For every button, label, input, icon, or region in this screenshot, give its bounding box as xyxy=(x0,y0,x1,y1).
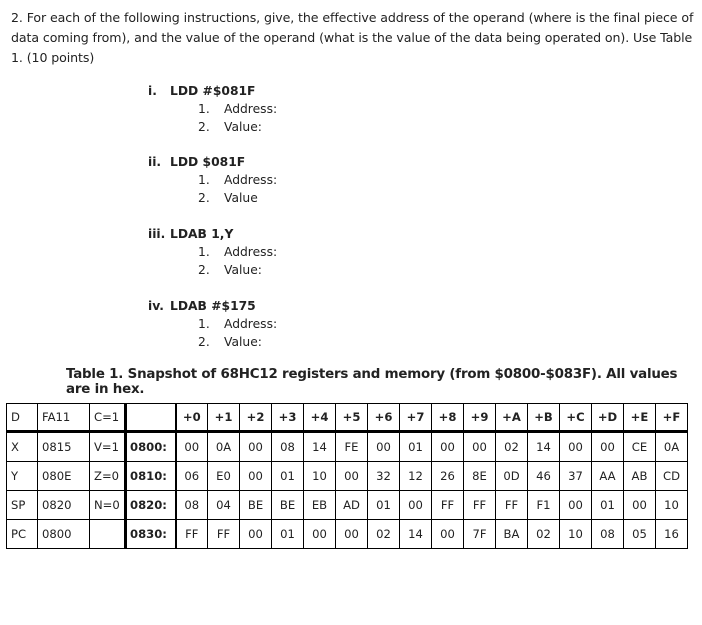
byte-cell: 05 xyxy=(624,520,656,549)
byte-cell: F1 xyxy=(528,491,560,520)
byte-cell: 08 xyxy=(592,520,624,549)
byte-cell: 14 xyxy=(304,432,336,462)
byte-cell: 10 xyxy=(560,520,592,549)
register-value: 0800 xyxy=(38,520,90,549)
byte-cell: 00 xyxy=(432,432,464,462)
item-number: 2. xyxy=(198,120,210,134)
register-name: SP xyxy=(7,491,38,520)
byte-cell: BE xyxy=(240,491,272,520)
byte-cell: 00 xyxy=(592,432,624,462)
byte-cell: 0D xyxy=(496,462,528,491)
byte-cell: 00 xyxy=(240,520,272,549)
item-label: Address: xyxy=(224,173,278,187)
instruction-3 xyxy=(148,225,277,279)
byte-cell: 00 xyxy=(560,491,592,520)
byte-cell: BE xyxy=(272,491,304,520)
item-number: 2. xyxy=(198,335,210,349)
address-cell xyxy=(126,404,176,432)
byte-cell: 8E xyxy=(464,462,496,491)
byte-cell: 0A xyxy=(208,432,240,462)
byte-cell: 01 xyxy=(400,432,432,462)
byte-cell: 00 xyxy=(336,520,368,549)
byte-cell: 00 xyxy=(624,491,656,520)
byte-cell: 01 xyxy=(272,520,304,549)
byte-cell: 01 xyxy=(272,462,304,491)
offset-header: +7 xyxy=(400,404,432,432)
item-label: Value: xyxy=(224,263,262,277)
byte-cell: 02 xyxy=(528,520,560,549)
flag-cell: C=1 xyxy=(90,404,126,432)
offset-header: +4 xyxy=(304,404,336,432)
byte-cell: AB xyxy=(624,462,656,491)
register-name: D xyxy=(7,404,38,432)
byte-cell: 01 xyxy=(368,491,400,520)
offset-header: +B xyxy=(528,404,560,432)
address-cell: 0800: xyxy=(126,432,176,462)
byte-cell: CE xyxy=(624,432,656,462)
item-label: Value: xyxy=(224,120,262,134)
byte-cell: 32 xyxy=(368,462,400,491)
byte-cell: 08 xyxy=(176,491,208,520)
register-name: X xyxy=(7,432,38,462)
offset-header: +9 xyxy=(464,404,496,432)
byte-cell: 00 xyxy=(432,520,464,549)
byte-cell: 00 xyxy=(368,432,400,462)
table-row xyxy=(7,491,688,520)
item-number: 1. xyxy=(198,102,210,116)
instruction-number: ii. xyxy=(148,155,162,169)
byte-cell: 26 xyxy=(432,462,464,491)
offset-header: +5 xyxy=(336,404,368,432)
instruction-number: i. xyxy=(148,84,157,98)
item-label: Address: xyxy=(224,245,278,259)
offset-header: +C xyxy=(560,404,592,432)
address-cell: 0810: xyxy=(126,462,176,491)
offset-header: +E xyxy=(624,404,656,432)
byte-cell: 00 xyxy=(240,432,272,462)
byte-cell: FF xyxy=(496,491,528,520)
byte-cell: CD xyxy=(656,462,688,491)
byte-cell: 12 xyxy=(400,462,432,491)
table-row xyxy=(7,520,688,549)
byte-cell: 02 xyxy=(368,520,400,549)
register-name: Y xyxy=(7,462,38,491)
table-row xyxy=(7,404,688,432)
byte-cell: BA xyxy=(496,520,528,549)
byte-cell: 00 xyxy=(304,520,336,549)
instruction-number: iii. xyxy=(148,227,166,241)
byte-cell: AA xyxy=(592,462,624,491)
instruction-1 xyxy=(148,82,277,136)
instruction-text: LDD #$081F xyxy=(170,84,256,98)
byte-cell: 37 xyxy=(560,462,592,491)
offset-header: +0 xyxy=(176,404,208,432)
byte-cell: FF xyxy=(208,520,240,549)
byte-cell: FE xyxy=(336,432,368,462)
instruction-text: LDD $081F xyxy=(170,155,246,169)
byte-cell: 10 xyxy=(656,491,688,520)
byte-cell: 08 xyxy=(272,432,304,462)
byte-cell: 06 xyxy=(176,462,208,491)
offset-header: +D xyxy=(592,404,624,432)
offset-header: +A xyxy=(496,404,528,432)
instruction-text: LDAB #$175 xyxy=(170,299,256,313)
byte-cell: 14 xyxy=(528,432,560,462)
memory-table xyxy=(6,403,688,549)
byte-cell: 00 xyxy=(560,432,592,462)
register-value: 0815 xyxy=(38,432,90,462)
item-label: Address: xyxy=(224,102,278,116)
item-number: 1. xyxy=(198,245,210,259)
address-cell: 0820: xyxy=(126,491,176,520)
question-text: 2. For each of the following instructions, give, the effective address of the operand (where is the final piece of data coming from), and the value of the operand (what is the value of the data being operated on). Use Table 1. (10 points) xyxy=(11,10,694,65)
byte-cell: 02 xyxy=(496,432,528,462)
byte-cell: E0 xyxy=(208,462,240,491)
item-label: Value: xyxy=(224,335,262,349)
byte-cell: 00 xyxy=(176,432,208,462)
address-cell: 0830: xyxy=(126,520,176,549)
byte-cell: 16 xyxy=(656,520,688,549)
byte-cell: 00 xyxy=(336,462,368,491)
table-row xyxy=(7,432,688,462)
byte-cell: 01 xyxy=(592,491,624,520)
flag-cell: N=0 xyxy=(90,491,126,520)
offset-header: +8 xyxy=(432,404,464,432)
item-label: Value xyxy=(224,191,258,205)
instruction-text: LDAB 1,Y xyxy=(170,227,234,241)
item-number: 1. xyxy=(198,317,210,331)
flag-cell: V=1 xyxy=(90,432,126,462)
offset-header: +3 xyxy=(272,404,304,432)
item-number: 2. xyxy=(198,263,210,277)
offset-header: +F xyxy=(656,404,688,432)
register-value: 0820 xyxy=(38,491,90,520)
offset-header: +2 xyxy=(240,404,272,432)
flag-cell: Z=0 xyxy=(90,462,126,491)
item-label: Address: xyxy=(224,317,278,331)
instruction-2 xyxy=(148,153,277,207)
table-row xyxy=(7,462,688,491)
byte-cell: FF xyxy=(432,491,464,520)
byte-cell: 14 xyxy=(400,520,432,549)
byte-cell: 00 xyxy=(240,462,272,491)
byte-cell: FF xyxy=(464,491,496,520)
byte-cell: AD xyxy=(336,491,368,520)
byte-cell: EB xyxy=(304,491,336,520)
register-value: FA11 xyxy=(38,404,90,432)
instruction-number: iv. xyxy=(148,299,164,313)
byte-cell: 46 xyxy=(528,462,560,491)
item-number: 2. xyxy=(198,191,210,205)
byte-cell: 0A xyxy=(656,432,688,462)
byte-cell: 00 xyxy=(400,491,432,520)
instruction-4 xyxy=(148,297,277,351)
byte-cell: FF xyxy=(176,520,208,549)
byte-cell: 7F xyxy=(464,520,496,549)
register-value: 080E xyxy=(38,462,90,491)
offset-header: +1 xyxy=(208,404,240,432)
flag-cell xyxy=(90,520,126,549)
byte-cell: 04 xyxy=(208,491,240,520)
byte-cell: 00 xyxy=(464,432,496,462)
register-name: PC xyxy=(7,520,38,549)
byte-cell: 10 xyxy=(304,462,336,491)
offset-header: +6 xyxy=(368,404,400,432)
item-number: 1. xyxy=(198,173,210,187)
table-caption: Table 1. Snapshot of 68HC12 registers and memory (from $0800-$083F). All values are in hex. xyxy=(66,367,678,397)
